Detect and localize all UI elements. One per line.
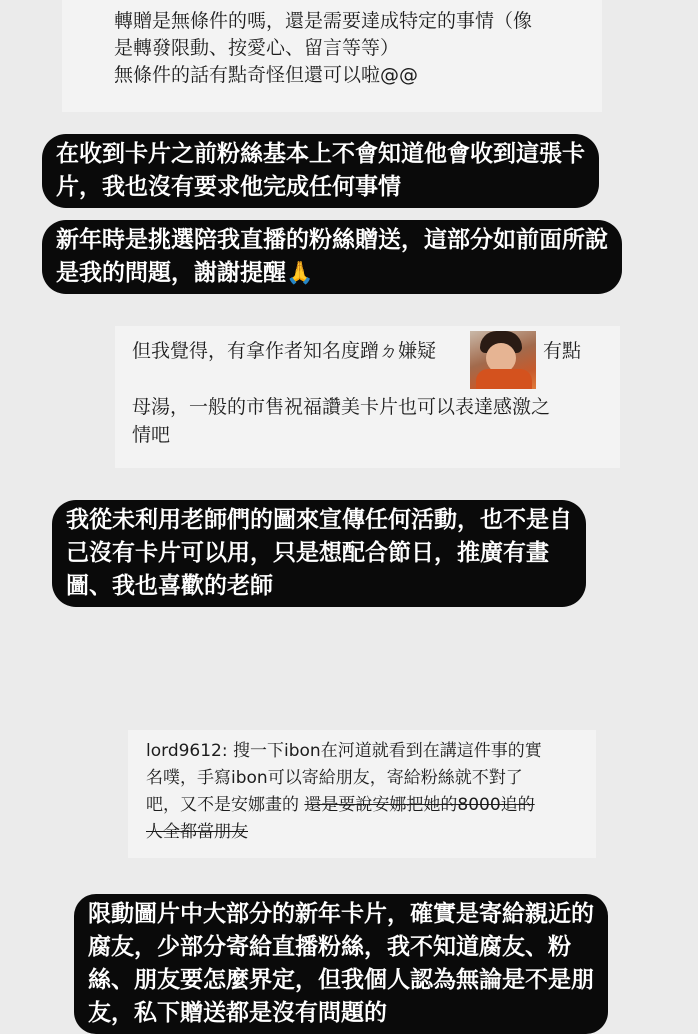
reply-line: 在收到卡片之前粉絲基本上不會知道他會收到這張卡 <box>56 141 585 167</box>
quoted-comment-1 <box>62 0 602 112</box>
quoted-comment-3 <box>128 730 596 858</box>
quoted-comment-2 <box>115 326 620 468</box>
reply-bubble-3 <box>52 500 586 607</box>
praying-hands-emoji: 🙏 <box>286 261 314 286</box>
quote-line: 名噗，手寫ibon可以寄給朋友，寄給粉絲就不對了 <box>146 768 523 788</box>
quote-line: 情吧 <box>132 424 171 446</box>
quote-line-mixed <box>146 792 596 819</box>
reply-bubble-1 <box>42 134 599 208</box>
quote-line: 有點 <box>543 340 582 362</box>
reply-bubble-2 <box>42 220 622 294</box>
quote-text: 吧，又不是安娜畫的 <box>146 795 305 815</box>
quote-line: 是轉發限動、按愛心、留言等等） <box>114 37 400 59</box>
reaction-meme-image <box>470 331 536 389</box>
quote-line: 但我覺得，有拿作者知名度蹭ㄉ嫌疑 <box>132 340 437 362</box>
reply-line: 己沒有卡片可以用，只是想配合節日，推廣有畫 <box>66 540 549 566</box>
reply-line: 是我的問題，謝謝提醒 <box>56 260 286 286</box>
reply-line-with-emoji <box>56 257 608 290</box>
strikethrough-text: 還是要說安娜把她的8000追的 <box>304 795 535 815</box>
reply-bubble-4 <box>74 894 608 1034</box>
reply-line: 腐友，少部分寄給直播粉絲，我不知道腐友、粉 <box>88 934 571 960</box>
reply-line: 友，私下贈送都是沒有問題的 <box>88 1000 387 1026</box>
quote-line: 無條件的話有點奇怪但還可以啦@@ <box>114 64 419 86</box>
reply-line: 片，我也沒有要求他完成任何事情 <box>56 174 401 200</box>
strikethrough-text: 人全都當朋友 <box>146 822 248 842</box>
quote-line: 母湯，一般的市售祝福讚美卡片也可以表達感激之 <box>132 396 551 418</box>
quote-line: 轉贈是無條件的嗎，還是需要達成特定的事情（像 <box>114 10 533 32</box>
reply-line: 新年時是挑選陪我直播的粉絲贈送，這部分如前面所說 <box>56 227 608 253</box>
reply-line: 限動圖片中大部分的新年卡片，確實是寄給親近的 <box>88 901 594 927</box>
reply-line: 圖、我也喜歡的老師 <box>66 573 273 599</box>
quote-line: lord9612: 搜一下ibon在河道就看到在講這件事的實 <box>146 741 542 761</box>
reply-line: 絲、朋友要怎麼界定，但我個人認為無論是不是朋 <box>88 967 594 993</box>
reply-line: 我從未利用老師們的圖來宣傳任何活動，也不是自 <box>66 507 572 533</box>
